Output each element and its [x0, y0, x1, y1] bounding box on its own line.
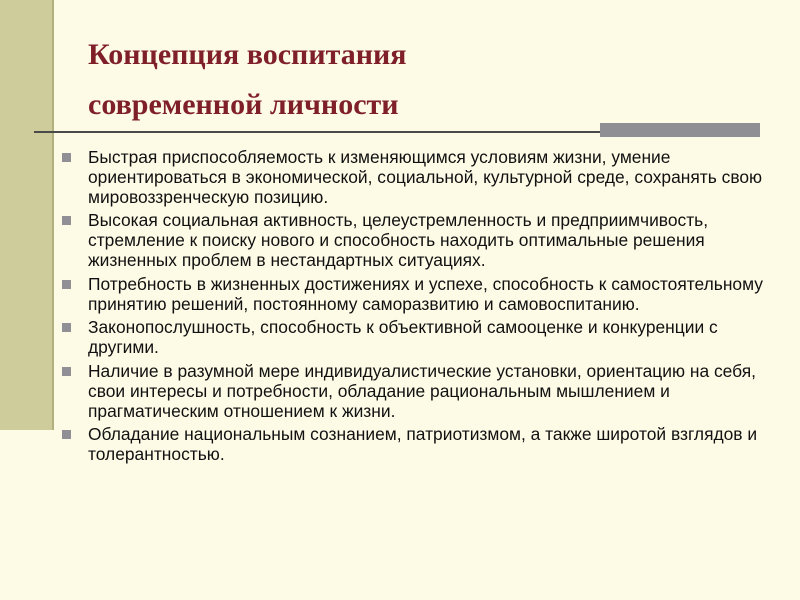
- bullet-text: Потребность в жизненных достижениях и успехе, способность к самостоятельному принятию решений, постоянному саморазвитию и самовоспитанию.: [88, 273, 763, 314]
- slide-title-line-1: Концепция воспитания: [88, 38, 407, 71]
- bullet-text: Законопослушность, способность к объективной самооценке и конкуренции с другими.: [88, 317, 718, 358]
- bullet-item: [62, 275, 774, 315]
- bullet-text: Наличие в разумной мере индивидуалистические установки, ориентацию на себя, свои интересы и потребности, обладание рациональным мышлением и прагматическим отношением к жизни.: [88, 360, 756, 421]
- square-bullet-icon: [62, 430, 71, 439]
- bullet-item: [62, 425, 774, 465]
- bullet-list: [62, 148, 774, 469]
- bullet-item: [62, 362, 774, 421]
- square-bullet-icon: [62, 153, 71, 162]
- slide-title-line-2: современной личности: [88, 88, 399, 121]
- bullet-text: Высокая социальная активность, целеустремленность и предприимчивость, стремление к поиску нового и способность находить оптимальные решения жизненных проблем в нестандартных ситуациях.: [88, 210, 709, 270]
- square-bullet-icon: [62, 216, 71, 225]
- bullet-text: Быстрая приспособляемость к изменяющимся условиям жизни, умение ориентироваться в экономической, социальной, культурной среде, сохранять свою мировоззренческую позицию.: [88, 147, 763, 207]
- title-divider-accent: [600, 123, 760, 137]
- left-decorative-band: [0, 0, 54, 430]
- square-bullet-icon: [62, 280, 71, 289]
- bullet-text: Обладание национальным сознанием, патриотизмом, а также широтой взглядов и толерантностью.: [88, 424, 758, 465]
- square-bullet-icon: [62, 367, 71, 376]
- slide-title: [88, 30, 688, 130]
- square-bullet-icon: [62, 323, 71, 332]
- bullet-item: [62, 211, 774, 270]
- bullet-item: [62, 148, 774, 207]
- bullet-item: [62, 318, 774, 358]
